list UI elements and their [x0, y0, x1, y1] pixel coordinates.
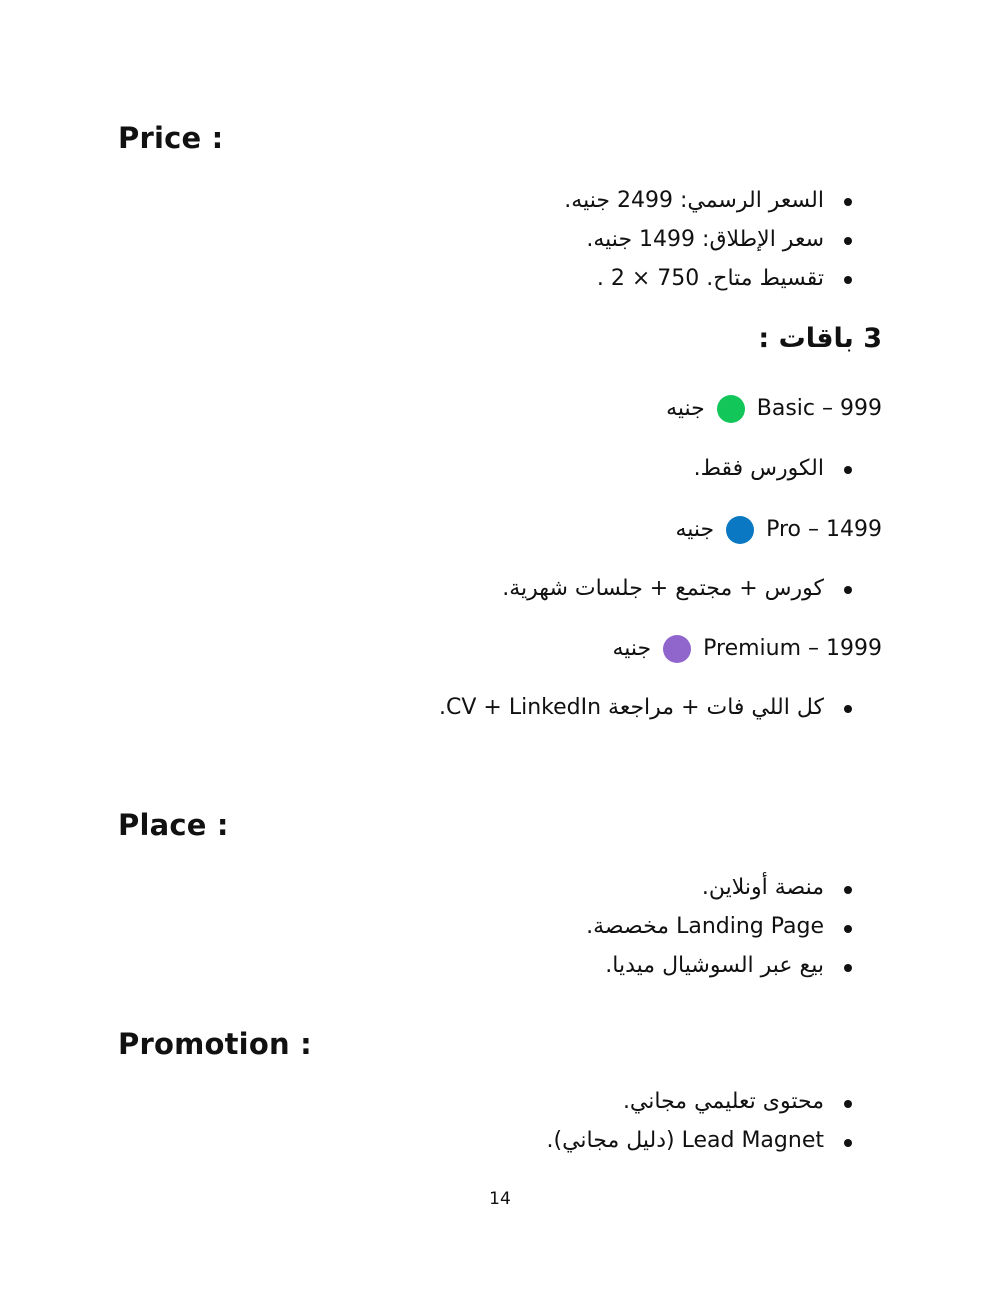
package-basic-currency: جنيه [666, 396, 705, 421]
place-item-social: بيع عبر السوشيال ميديا. [605, 953, 824, 978]
package-premium-title: Premium – 1999 [703, 636, 882, 661]
green-circle-icon [717, 395, 745, 423]
bullet-icon [844, 466, 852, 474]
place-item-landing: Landing Page مخصصة. [586, 914, 824, 939]
package-basic-description: الكورس فقط. [693, 456, 824, 481]
bullet-icon [844, 198, 852, 206]
package-premium [612, 634, 882, 664]
bullet-icon [844, 925, 852, 933]
package-premium-currency: جنيه [612, 636, 652, 661]
bullet-icon [844, 705, 852, 713]
bullet-icon [844, 1100, 852, 1108]
place-heading: Place : [118, 808, 229, 842]
bullet-icon [844, 237, 852, 245]
place-item-online: منصة أونلاين. [701, 875, 824, 900]
package-pro-currency: جنيه [675, 517, 715, 542]
price-heading: Price : [118, 121, 224, 155]
package-pro-title: Pro – 1499 [766, 517, 882, 542]
bullet-icon [844, 886, 852, 894]
bullet-icon [844, 964, 852, 972]
promotion-heading: Promotion : [118, 1027, 312, 1061]
page-number: 14 [489, 1189, 511, 1209]
bullet-icon [844, 1139, 852, 1147]
bullet-icon [844, 586, 852, 594]
packages-heading: 3 باقات : [758, 323, 882, 354]
price-item-installment: تقسيط متاح. 750 × 2 . [596, 266, 824, 291]
bullet-icon [844, 276, 852, 284]
package-pro-description: كورس + مجتمع + جلسات شهرية. [502, 576, 824, 601]
package-premium-description: كل اللي فات + مراجعة CV + LinkedIn. [439, 695, 824, 720]
promotion-item-lead-magnet: Lead Magnet (دليل مجاني). [546, 1128, 824, 1153]
price-item-launch: سعر الإطلاق: 1499 جنيه. [586, 227, 824, 252]
package-pro [675, 515, 882, 545]
price-item-official: السعر الرسمي: 2499 جنيه. [564, 188, 824, 213]
purple-circle-icon [663, 635, 691, 663]
package-basic-title: Basic – 999 [756, 396, 882, 421]
package-basic [666, 394, 882, 424]
promotion-item-content: محتوى تعليمي مجاني. [622, 1089, 824, 1114]
blue-circle-icon [726, 516, 754, 544]
